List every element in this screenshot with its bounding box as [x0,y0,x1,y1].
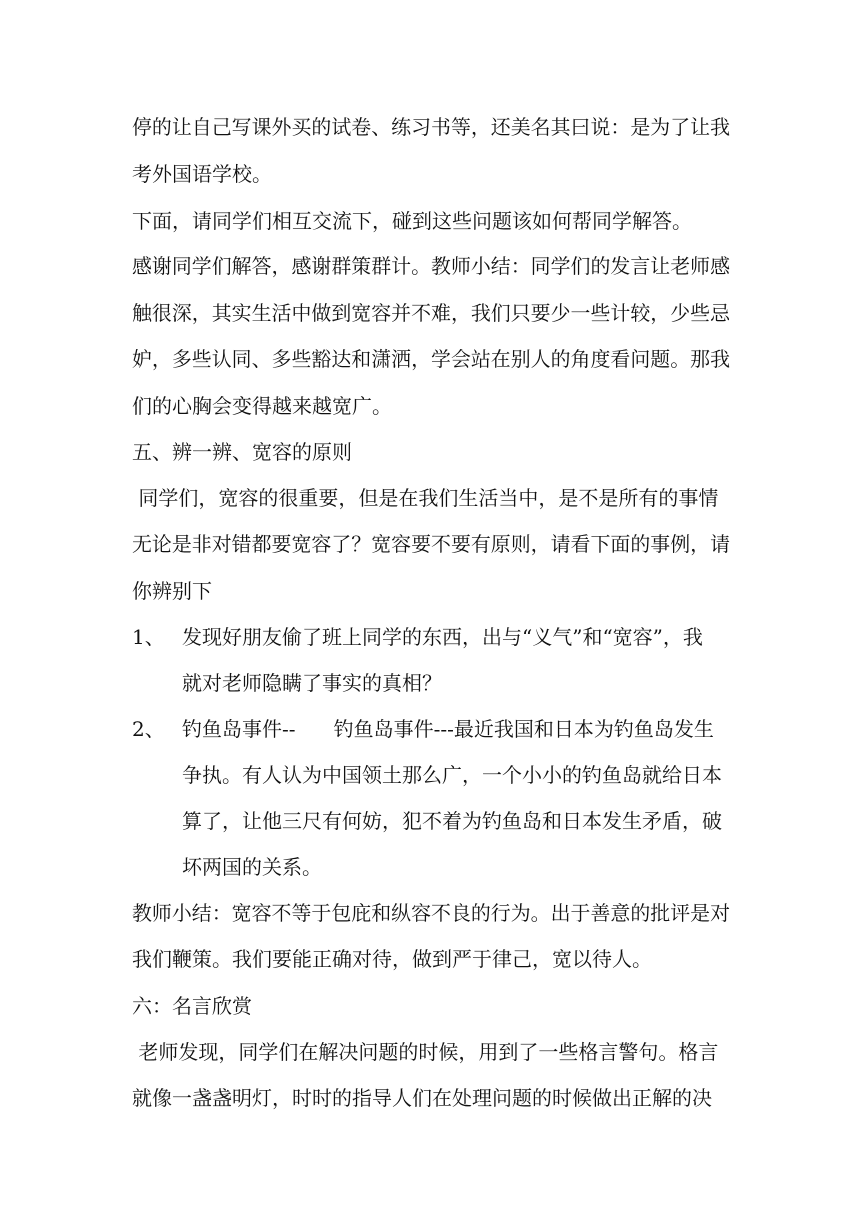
text-line: 下面，请同学们相互交流下，碰到这些问题该如何帮同学解答。 [132,209,692,233]
section-heading: 五、辨一辨、宽容的原则 [132,440,352,464]
text-line: 同学们，宽容的很重要，但是在我们生活当中，是不是所有的事情 [132,486,719,510]
text-line: 无论是非对错都要宽容了？宽容要不要有原则，请看下面的事例，请 [132,532,731,556]
text-line: 停的让自己写课外买的试卷、练习书等，还美名其曰说：是为了让我 [132,115,731,139]
section-heading: 六：名言欣赏 [132,994,252,1018]
list-item-text: 发现好朋友偷了班上同学的东西，出与“义气”和“宽容”，我 [182,625,703,649]
text-line: 感谢同学们解答，感谢群策群计。教师小结：同学们的发言让老师感 [132,254,731,278]
text-line: 考外国语学校。 [132,162,272,186]
text-line: 你辨别下 [132,579,212,603]
list-item-text: 争执。有人认为中国领土那么广，一个小小的钓鱼岛就给日本 [182,763,722,787]
text-line: 就像一盏盏明灯，时时的指导人们在处理问题的时候做出正解的决 [132,1086,712,1110]
list-item-text: 钓鱼岛事件-- 钓鱼岛事件---最近我国和日本为钓鱼岛发生 [182,717,714,741]
text-line: 触很深，其实生活中做到宽容并不难，我们只要少一些计较，少些忌 [132,301,731,325]
list-number: 2、 [132,717,165,741]
text-line: 我们鞭策。我们要能正确对待，做到严于律己，宽以待人。 [132,947,652,971]
text-line: 妒，多些认同、多些豁达和潇洒，学会站在别人的角度看问题。那我 [132,347,731,371]
text-line: 教师小结：宽容不等于包庇和纵容不良的行为。出于善意的批评是对 [132,901,731,925]
text-line: 老师发现，同学们在解决问题的时候，用到了一些格言警句。格言 [132,1040,719,1064]
text-line: 们的心胸会变得越来越宽广。 [132,394,392,418]
list-item-text: 坏两国的关系。 [182,855,322,879]
list-item-text: 算了，让他三尺有何妨，犯不着为钓鱼岛和日本发生矛盾，破 [182,809,722,833]
list-item-text: 就对老师隐瞒了事实的真相？ [182,671,442,695]
list-number: 1、 [132,625,165,649]
